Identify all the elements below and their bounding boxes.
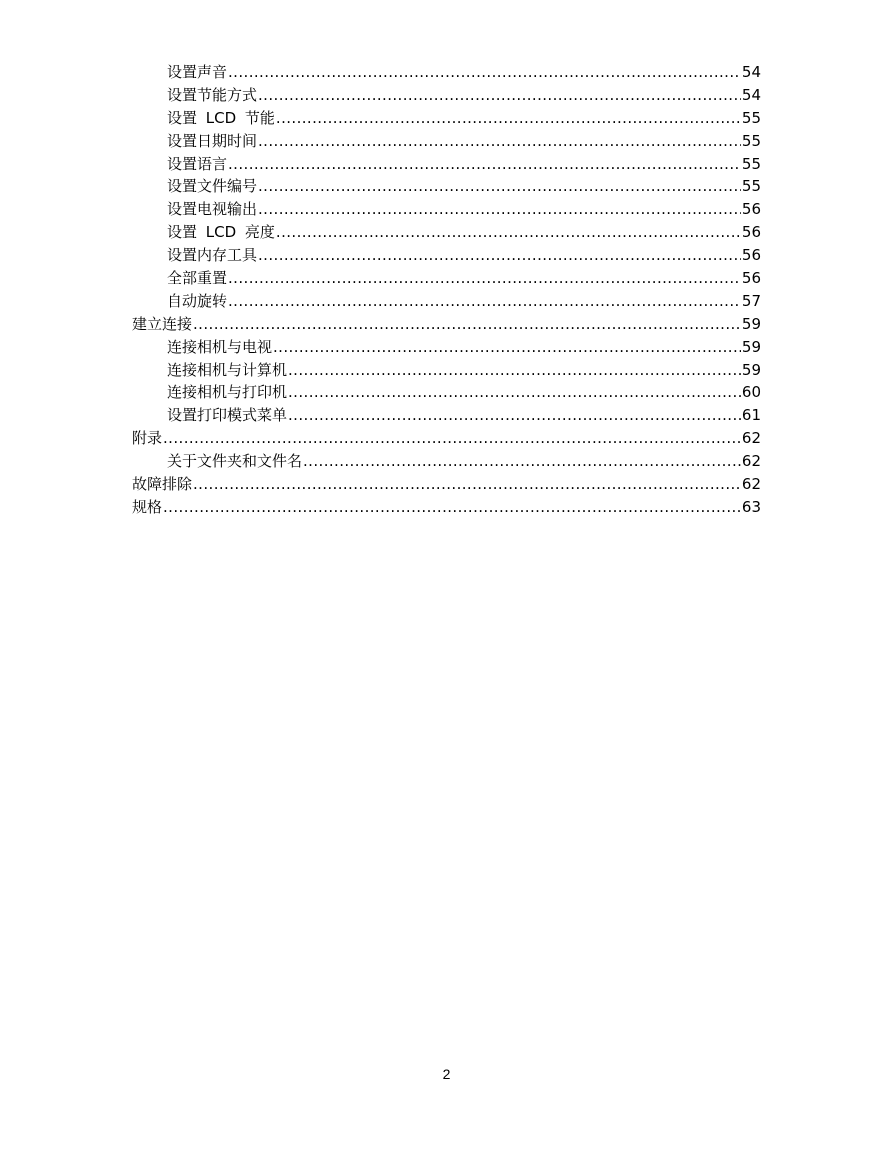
toc-dot-leader: [228, 290, 741, 313]
toc-entry-title: 设置节能方式: [167, 85, 258, 104]
toc-entry-page: 57: [741, 291, 761, 310]
toc-entry-camera-tv[interactable]: [132, 336, 761, 359]
toc-dot-leader: [228, 267, 741, 290]
toc-entry-page: 56: [741, 246, 761, 265]
toc-entry-page: 62: [741, 429, 761, 448]
toc-entry-page: 56: [741, 223, 761, 242]
toc-entry-page: 55: [741, 131, 761, 150]
toc-entry-page: 59: [741, 360, 761, 379]
toc-entry-title: 设置文件编号: [167, 177, 258, 196]
toc-entry-tv-output[interactable]: [132, 198, 761, 221]
toc-entry-title: 设置打印模式菜单: [167, 406, 288, 425]
toc-entry-title: 全部重置: [167, 269, 228, 288]
toc-entry-page: 56: [741, 269, 761, 288]
toc-dot-leader: [258, 198, 741, 221]
toc-dot-leader: [276, 221, 741, 244]
toc-entry-lcd-saving[interactable]: [132, 107, 761, 130]
toc-entry-title: 连接相机与打印机: [167, 383, 288, 402]
toc-dot-leader: [193, 473, 741, 496]
toc-dot-leader: [258, 244, 741, 267]
toc-dot-leader: [163, 427, 741, 450]
toc-entry-title: 设置电视输出: [167, 200, 258, 219]
toc-entry-page: 55: [741, 177, 761, 196]
toc-dot-leader: [258, 175, 741, 198]
toc-entry-page: 59: [741, 337, 761, 356]
toc-entry-page: 54: [741, 63, 761, 81]
toc-entry-camera-printer[interactable]: [132, 381, 761, 404]
toc-entry-title: 设置声音: [167, 63, 228, 81]
toc-entry-page: 60: [741, 383, 761, 402]
toc-entry-lcd-brightness[interactable]: [132, 221, 761, 244]
toc-entry-file-numbering[interactable]: [132, 175, 761, 198]
toc-entry-specifications[interactable]: [132, 496, 761, 519]
toc-entry-title: 连接相机与电视: [167, 337, 273, 356]
toc-entry-title: 故障排除: [132, 475, 193, 494]
toc-entry-page: 56: [741, 200, 761, 219]
page-number: 2: [442, 1066, 451, 1082]
toc-entry-page: 63: [741, 497, 761, 516]
toc-entry-title: 设置语言: [167, 154, 228, 173]
toc-entry-troubleshooting[interactable]: [132, 473, 761, 496]
toc-entry-language[interactable]: [132, 153, 761, 176]
toc-entry-title: 设置 LCD 亮度: [167, 223, 275, 242]
toc-entry-page: 61: [741, 406, 761, 425]
toc-entry-title: 建立连接: [132, 314, 193, 333]
toc-entry-title: 设置内存工具: [167, 246, 258, 265]
toc-dot-leader: [288, 359, 741, 382]
toc-entry-memory-tools[interactable]: [132, 244, 761, 267]
toc-dot-leader: [303, 450, 741, 473]
toc-entry-date-time[interactable]: [132, 130, 761, 153]
toc-dot-leader: [258, 84, 741, 107]
toc-dot-leader: [228, 153, 741, 176]
toc-dot-leader: [258, 130, 741, 153]
toc-dot-leader: [273, 336, 741, 359]
toc-entry-page: 62: [741, 475, 761, 494]
toc-entry-page: 62: [741, 452, 761, 471]
toc-entry-title: 附录: [132, 429, 163, 448]
toc-entry-title: 自动旋转: [167, 291, 228, 310]
toc-entry-title: 连接相机与计算机: [167, 360, 288, 379]
toc-dot-leader: [288, 404, 741, 427]
table-of-contents: [132, 61, 761, 519]
toc-dot-leader: [193, 313, 741, 336]
toc-dot-leader: [163, 496, 741, 519]
toc-entry-sound[interactable]: [132, 61, 761, 84]
toc-entry-title: 规格: [132, 497, 163, 516]
toc-entry-page: 54: [741, 85, 761, 104]
toc-dot-leader: [276, 107, 741, 130]
toc-entry-title: 设置 LCD 节能: [167, 108, 275, 127]
toc-entry-camera-computer[interactable]: [132, 359, 761, 382]
toc-entry-print-mode-menu[interactable]: [132, 404, 761, 427]
toc-entry-page: 59: [741, 314, 761, 333]
toc-entry-appendix[interactable]: [132, 427, 761, 450]
toc-entry-reset-all[interactable]: [132, 267, 761, 290]
toc-entry-title: 设置日期时间: [167, 131, 258, 150]
toc-dot-leader: [228, 61, 741, 84]
toc-entry-connections[interactable]: [132, 313, 761, 336]
toc-entry-folders-filenames[interactable]: [132, 450, 761, 473]
toc-dot-leader: [288, 381, 741, 404]
toc-entry-power-saving[interactable]: [132, 84, 761, 107]
toc-entry-page: 55: [741, 108, 761, 127]
toc-entry-title: 关于文件夹和文件名: [167, 452, 303, 471]
toc-entry-auto-rotate[interactable]: [132, 290, 761, 313]
toc-entry-page: 55: [741, 154, 761, 173]
